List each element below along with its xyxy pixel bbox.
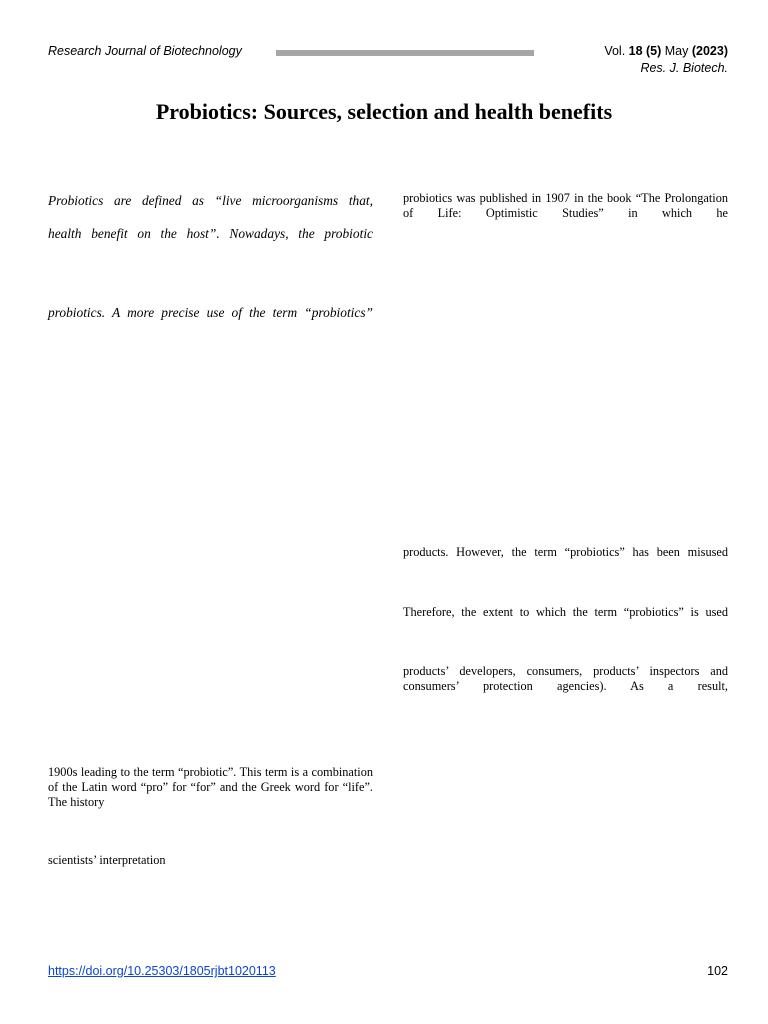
vol-number: 18 (5) [628,44,662,58]
vol-prefix: Vol. [604,44,629,58]
right-paragraph-1907: probiotics was published in 1907 in the book “The Prolongation of Life: Optimistic Studies” in which he [403,191,728,220]
vol-year: (2023) [691,44,728,58]
left-italic-line-3: probiotics. A more precise use of the term “probiotics” [48,305,373,320]
left-italic-line-1: Probiotics are defined as “live microorganisms that, [48,193,373,208]
vol-month: May [661,44,692,58]
right-paragraph-misused: products. However, the term “probiotics” has been misused [403,545,728,559]
page-number: 102 [707,964,728,978]
journal-name: Research Journal of Biotechnology [48,44,242,58]
doi-link[interactable]: https://doi.org/10.25303/1805rjbt1020113 [48,964,276,978]
left-paragraph-history: 1900s leading to the term “probiotic”. This term is a combination of the Latin word “pro” for “for” and the Greek word for “life”. The history [48,765,373,809]
volume-info [604,44,728,58]
right-paragraph-extent: Therefore, the extent to which the term “probiotics” is used [403,605,728,619]
left-paragraph-interpretation: scientists’ interpretation [48,853,166,867]
right-paragraph-agencies: products’ developers, consumers, products’ inspectors and consumers’ protection agencies). As a result, [403,664,728,693]
journal-abbreviation: Res. J. Biotech. [640,61,728,75]
header-rule [276,50,534,56]
paper-title: Probiotics: Sources, selection and health benefits [155,99,613,124]
left-italic-line-2: health benefit on the host”. Nowadays, the probiotic [48,226,373,241]
